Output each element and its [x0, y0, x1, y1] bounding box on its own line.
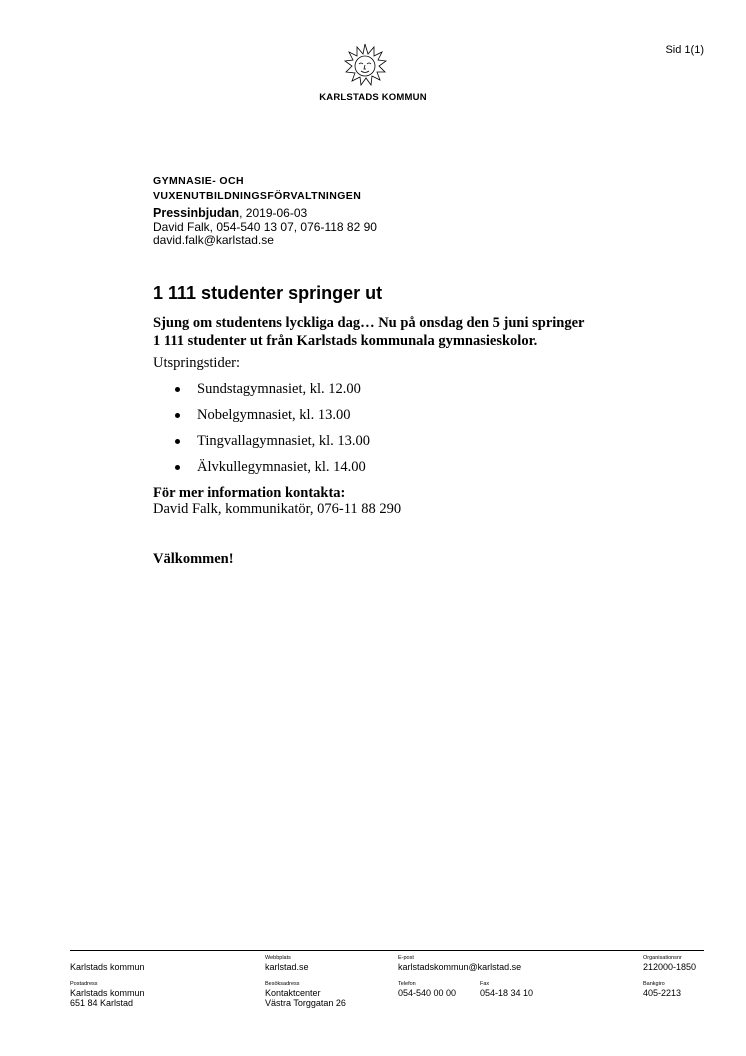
times-list — [153, 380, 370, 484]
footer-web — [265, 955, 309, 972]
footer-bank — [643, 981, 681, 998]
bullet-icon — [175, 439, 180, 444]
bullet-icon — [175, 387, 180, 392]
contact-heading: För mer information kontakta: — [153, 485, 346, 501]
list-item-text: Nobelgymnasiet, kl. 13.00 — [197, 407, 351, 423]
footer-post-line-1: Karlstads kommun — [70, 987, 145, 998]
bullet-icon — [175, 465, 180, 470]
footer-fax — [480, 981, 533, 998]
footer-bank-label: Bankgiro — [643, 981, 665, 987]
list-item — [153, 432, 370, 458]
contact-info: David Falk, kommunikatör, 076-11 88 290 — [153, 501, 402, 517]
document-meta — [153, 207, 377, 248]
footer-visit — [265, 981, 346, 1009]
doc-type-line — [153, 207, 377, 221]
welcome-text: Välkommen! — [153, 551, 234, 567]
department-name — [153, 174, 361, 204]
lead-paragraph — [153, 314, 633, 350]
footer-divider — [70, 950, 704, 951]
footer-web-label: Webbplats — [265, 955, 291, 961]
list-item — [153, 458, 370, 484]
contact-email: david.falk@karlstad.se — [153, 233, 274, 247]
footer-web-value: karlstad.se — [265, 961, 309, 972]
footer-phone — [398, 981, 456, 998]
footer-orgnr-label: Organisationsnr — [643, 955, 682, 961]
footer-post — [70, 981, 145, 1009]
bullet-icon — [175, 413, 180, 418]
doc-date: , 2019-06-03 — [239, 206, 308, 220]
footer-phone-label: Telefon — [398, 981, 416, 987]
footer-fax-value: 054-18 34 10 — [480, 987, 534, 998]
page-title: 1 111 studenter springer ut — [153, 283, 383, 303]
footer-org-name: Karlstads kommun — [70, 962, 145, 972]
list-item — [153, 406, 370, 432]
footer-visit-line-2: Västra Torggatan 26 — [265, 998, 346, 1008]
footer-email-value: karlstadskommun@karlstad.se — [398, 961, 522, 972]
lead-line-2: 1 111 studenter ut från Karlstads kommunala gymnasieskolor. — [153, 333, 538, 349]
list-item-text: Sundstagymnasiet, kl. 12.00 — [197, 381, 361, 397]
list-item-text: Tingvallagymnasiet, kl. 13.00 — [197, 433, 371, 449]
department-line-2: VUXENUTBILDNINGSFÖRVALTNINGEN — [153, 190, 362, 202]
footer-visit-line-1: Kontaktcenter — [265, 987, 321, 998]
footer-org — [70, 962, 145, 973]
list-item-text: Älvkullegymnasiet, kl. 14.00 — [197, 459, 366, 475]
footer-orgnr-value: 212000-1850 — [643, 961, 697, 972]
footer-bank-value: 405-2213 — [643, 987, 682, 998]
footer-post-label: Postadress — [70, 981, 98, 987]
footer-phone-value: 054-540 00 00 — [398, 987, 457, 998]
footer-fax-label: Fax — [480, 981, 490, 987]
department-line-1: GYMNASIE- OCH — [153, 175, 244, 187]
brand-name: KARLSTADS KOMMUN — [319, 92, 427, 103]
sun-face-icon — [343, 43, 387, 87]
page-number: Sid 1(1) — [665, 44, 704, 56]
doc-type: Pressinbjudan — [153, 206, 240, 220]
footer-email-label: E-post — [398, 955, 414, 961]
footer-visit-label: Besöksadress — [265, 981, 300, 987]
footer-email — [398, 955, 521, 972]
times-label: Utspringstider: — [153, 355, 240, 371]
contact-line: David Falk, 054-540 13 07, 076-118 82 90 — [153, 219, 377, 234]
lead-line-1: Sjung om studentens lyckliga dag… Nu på onsdag den 5 juni springer — [153, 315, 585, 331]
footer-post-line-2: 651 84 Karlstad — [70, 998, 134, 1008]
footer-orgnr — [643, 955, 696, 972]
list-item — [153, 380, 370, 406]
